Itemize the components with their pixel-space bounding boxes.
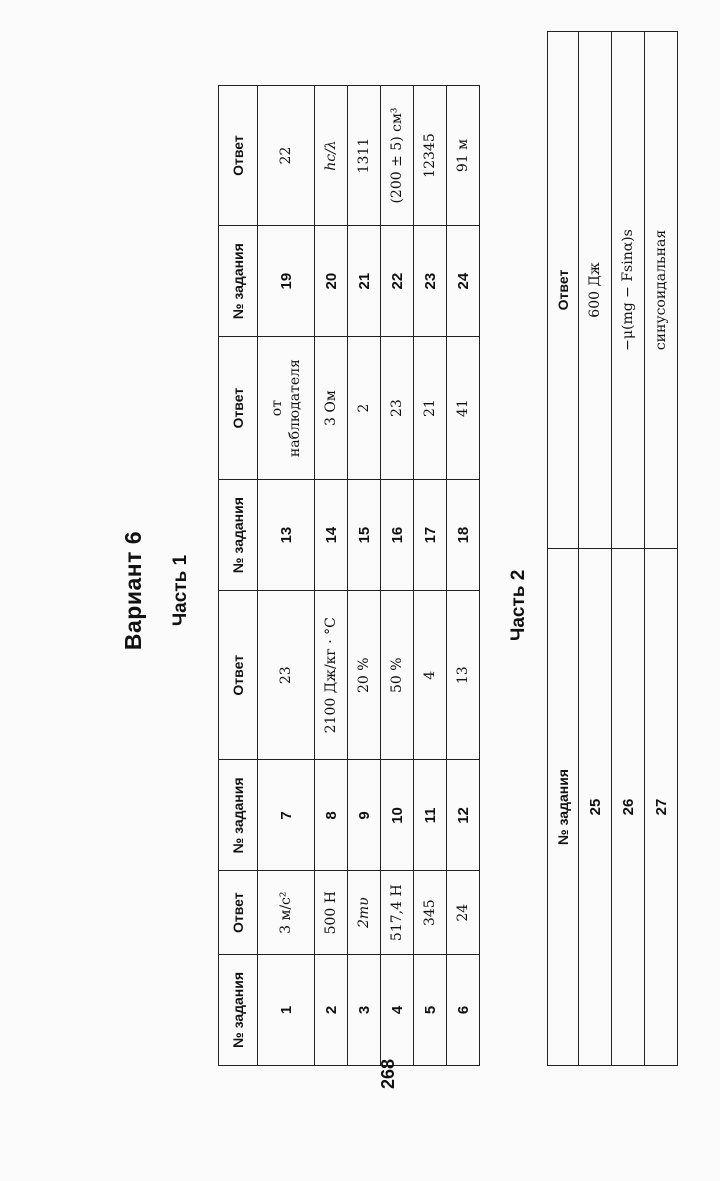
answer-cell: 20 % [348,591,381,760]
table-row [315,86,348,1066]
task-number: 6 [447,954,480,1065]
answer-cell: 345 [414,871,447,954]
part2-answers-table [547,31,678,1066]
table-row [447,86,480,1066]
header-answer: Ответ [548,32,579,549]
task-number: 12 [447,760,480,871]
header-task-number: № задания [219,954,258,1065]
task-number: 2 [315,954,348,1065]
answer-cell: 12345 [414,86,447,226]
answer-cell: 600 Дж [579,32,612,549]
answer-cell: (200 ± 5) см³ [381,86,414,226]
answer-cell: 2 [348,337,381,480]
answer-cell: 41 [447,337,480,480]
task-number: 11 [414,760,447,871]
part1-title: Часть 1 [170,554,191,627]
answer-cell: 50 % [381,591,414,760]
answer-cell: 13 [447,591,480,760]
table-row [612,32,645,1066]
task-number: 17 [414,480,447,591]
part1-header-row [219,86,258,1066]
task-number: 25 [579,549,612,1066]
answer-cell: 24 [447,871,480,954]
table-row [414,86,447,1066]
answer-cell: 3 м/с² [258,871,315,954]
answer-cell: 91 м [447,86,480,226]
task-number: 24 [447,226,480,337]
header-answer: Ответ [219,86,258,226]
part2-header-row [548,32,579,1066]
task-number: 20 [315,226,348,337]
task-number: 22 [381,226,414,337]
task-number: 5 [414,954,447,1065]
task-number: 23 [414,226,447,337]
answer-cell: hc/λ [315,86,348,226]
answer-cell: 23 [258,591,315,760]
task-number: 15 [348,480,381,591]
table-row [645,32,678,1066]
page-number: 268 [378,1058,398,1089]
task-number: 4 [381,954,414,1065]
answer-cell: 1311 [348,86,381,226]
task-number: 26 [612,549,645,1066]
task-number: 3 [348,954,381,1065]
table-row [381,86,414,1066]
header-answer: Ответ [219,871,258,954]
answer-cell: 4 [414,591,447,760]
table-row [579,32,612,1066]
answer-cell: −μ(mg − Fsinα)s [612,32,645,549]
answer-cell: 22 [258,86,315,226]
header-task-number: № задания [219,480,258,591]
task-number: 8 [315,760,348,871]
task-number: 1 [258,954,315,1065]
answer-cell: 517,4 Н [381,871,414,954]
task-number: 10 [381,760,414,871]
part1-answers-table [218,85,480,1066]
task-number: 13 [258,480,315,591]
header-task-number: № задания [219,226,258,337]
variant-title: Вариант 6 [120,530,146,651]
answer-cell: синусоидальная [645,32,678,549]
header-task-number: № задания [548,549,579,1066]
answer-cell: 2mυ [348,871,381,954]
task-number: 16 [381,480,414,591]
part2-title: Часть 2 [508,569,529,641]
task-number: 14 [315,480,348,591]
task-number: 27 [645,549,678,1066]
header-answer: Ответ [219,337,258,480]
answer-cell: 23 [381,337,414,480]
task-number: 21 [348,226,381,337]
task-number: 19 [258,226,315,337]
table-row [348,86,381,1066]
answer-cell: от наблюдателя [258,337,315,480]
task-number: 9 [348,760,381,871]
header-answer: Ответ [219,591,258,760]
task-number: 7 [258,760,315,871]
answer-cell: 2100 Дж/кг · °С [315,591,348,760]
answer-cell: 3 Ом [315,337,348,480]
answer-cell: 500 Н [315,871,348,954]
task-number: 18 [447,480,480,591]
header-task-number: № задания [219,760,258,871]
table-row [258,86,315,1066]
answer-cell: 21 [414,337,447,480]
